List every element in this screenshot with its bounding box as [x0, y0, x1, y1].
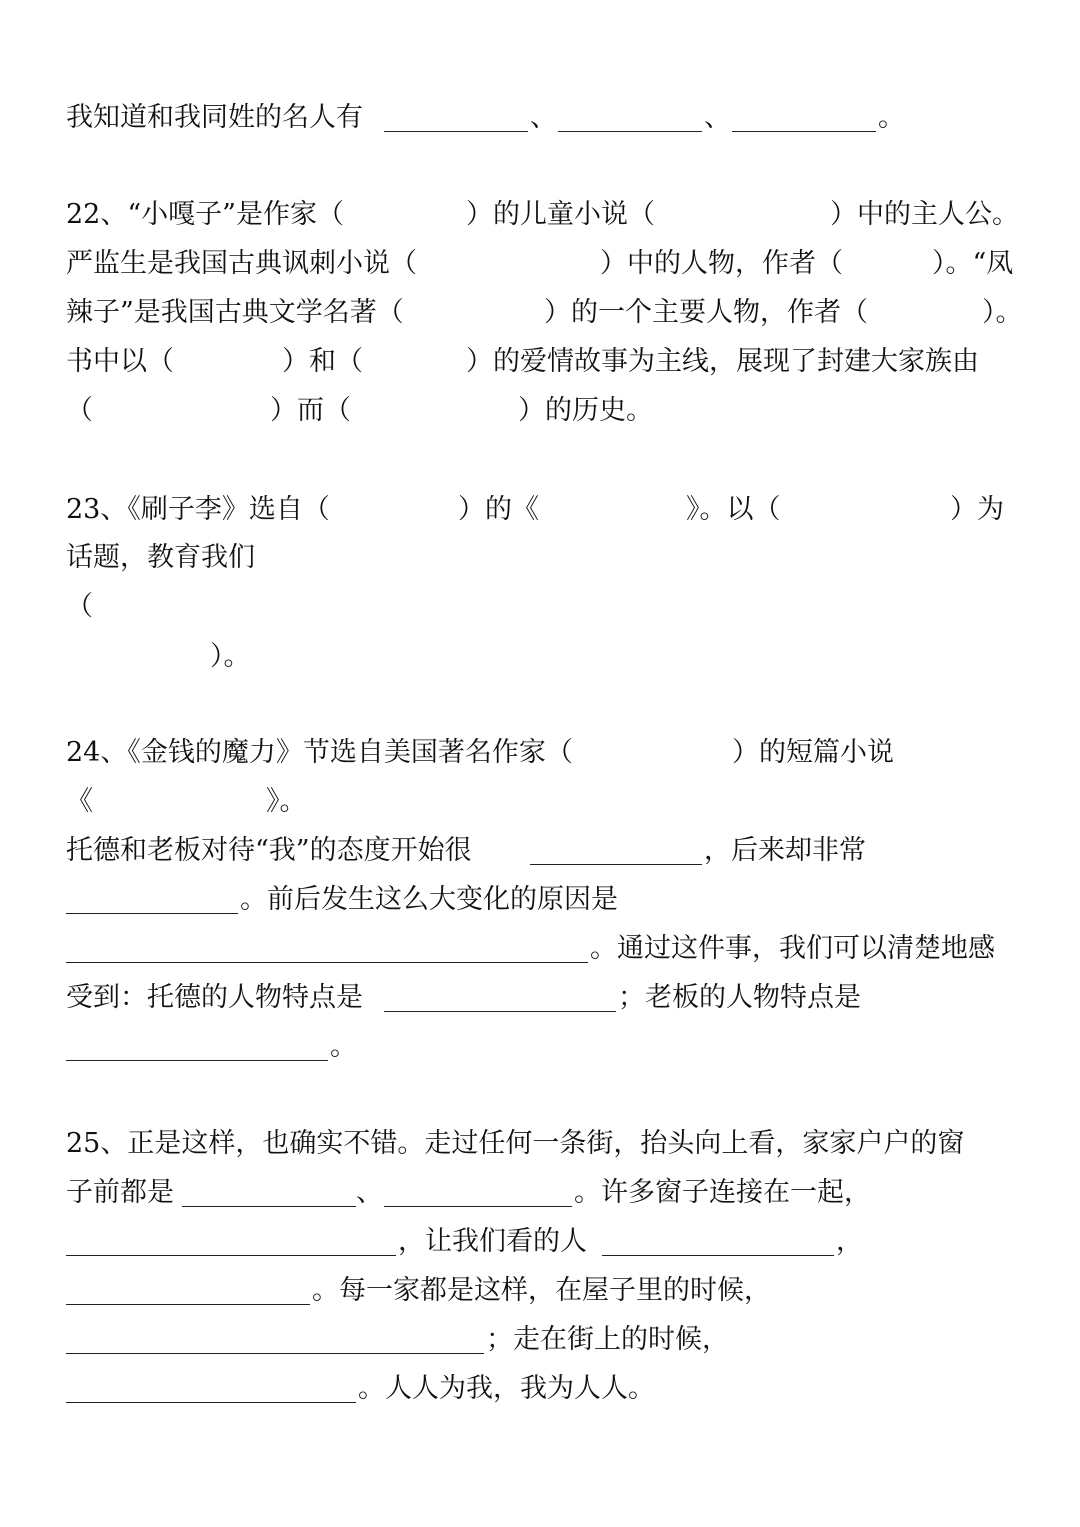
q23-line-2: [66, 538, 1014, 578]
q22-l2-a: 严监生是我国古典讽刺小说（: [66, 248, 417, 279]
q22-line-2: [66, 244, 1014, 284]
q24-l5-b: 。通过这件事，我们可以清楚地感: [590, 933, 995, 964]
q24-line-1: [66, 733, 1014, 773]
q22-l4-a: 书中以（: [66, 346, 174, 377]
q23-line-4: [66, 637, 1014, 677]
q24-blank-reason[interactable]: [66, 962, 588, 963]
q25-l2-c: 。许多窗子连接在一起，: [574, 1177, 871, 1208]
q23-l4: ）。: [210, 641, 251, 672]
q22-l3-b: ）的一个主要人物，作者（: [544, 297, 868, 328]
q25-blank-1[interactable]: [182, 1206, 356, 1207]
q22-l3-a: 辣子”是我国古典文学名著（: [66, 297, 404, 328]
q24-line-7: [66, 1027, 1014, 1067]
q23-l1-d: ）为: [950, 494, 1004, 525]
q23-l2: 话题，教育我们: [66, 542, 255, 573]
q22-l4-b: ）和（: [282, 346, 363, 377]
q25-l3-c: ，: [836, 1226, 863, 1257]
q24-line-4: [66, 880, 1014, 920]
q23-line-1: [66, 490, 1014, 530]
q24-line-6: [66, 978, 1014, 1018]
q24-l4-b: 。前后发生这么大变化的原因是: [240, 884, 618, 915]
q25-line-6: [66, 1369, 1014, 1409]
q23-l1-a: 23、《刷子李》选自（: [66, 494, 330, 525]
q24-l1-b: ）的短篇小说: [732, 737, 894, 768]
q22-line-5: [66, 391, 1014, 431]
q24-l1-a: 24、《金钱的魔力》节选自美国著名作家（: [66, 737, 573, 768]
q23-l1-b: ）的《: [458, 494, 539, 525]
q21-blank-1[interactable]: [384, 131, 528, 132]
q22-line-4: [66, 342, 1014, 382]
q25-blank-4[interactable]: [602, 1255, 834, 1256]
q24-blank-attitude-start[interactable]: [530, 864, 702, 865]
q22-l1-c: ）中的主人公。: [830, 199, 1019, 230]
q25-line-5: [66, 1320, 1014, 1360]
q21-text: 我知道和我同姓的名人有: [66, 102, 363, 133]
q25-blank-5[interactable]: [66, 1304, 310, 1305]
q22-l1-b: ）的儿童小说（: [466, 199, 655, 230]
q25-blank-3[interactable]: [66, 1255, 396, 1256]
q25-line-1: [66, 1124, 1014, 1164]
q24-l7-b: 。: [330, 1031, 357, 1062]
q25-l4-b: 。每一家都是这样，在屋子里的时候，: [312, 1275, 771, 1306]
q21-blank-3[interactable]: [732, 131, 876, 132]
q24-l3-b: ，后来却非常: [704, 835, 866, 866]
q25-l2-b: 、: [356, 1177, 383, 1208]
q25-line-3: [66, 1222, 1014, 1262]
q22-l3-c: ）。: [982, 297, 1023, 328]
q21-end: 。: [878, 102, 905, 133]
q25-l1: 25、正是这样，也确实不错。走过任何一条街，抬头向上看，家家户户的窗: [66, 1128, 965, 1159]
q24-l3-a: 托德和老板对待“我”的态度开始很: [66, 835, 472, 866]
q22-l2-c: ）。“凤: [932, 248, 1014, 279]
q24-blank-boss-trait[interactable]: [66, 1060, 328, 1061]
q24-l6-a: 受到：托德的人物特点是: [66, 982, 363, 1013]
q21-sep-1: 、: [530, 102, 557, 133]
q25-blank-2[interactable]: [384, 1206, 572, 1207]
q24-l6-b: ；老板的人物特点是: [618, 982, 861, 1013]
q25-line-4: [66, 1271, 1014, 1311]
q23-l3: （: [66, 591, 93, 622]
q25-l5-b: ；走在街上的时候，: [486, 1324, 729, 1355]
q24-blank-attitude-later[interactable]: [66, 913, 238, 914]
q25-l3-b: ，让我们看的人: [398, 1226, 587, 1257]
q24-line-5: [66, 929, 1014, 969]
q24-l2-b: 》。: [266, 786, 307, 817]
q23-l1-c: 》。以（: [686, 494, 781, 525]
q22-l5-c: ）的历史。: [518, 395, 653, 426]
q22-l2-b: ）中的人物，作者（: [600, 248, 843, 279]
q25-l2-a: 子前都是: [66, 1177, 174, 1208]
q25-blank-7[interactable]: [66, 1402, 356, 1403]
q21-line: [66, 98, 1014, 138]
q25-l6-b: 。人人为我，我为人人。: [358, 1373, 655, 1404]
q22-line-1: [66, 195, 1019, 235]
q24-blank-tod-trait[interactable]: [384, 1011, 616, 1012]
q22-l1-a: 22、“小嘎子”是作家（: [66, 199, 344, 230]
q22-l5-a: （: [66, 395, 93, 426]
q21-blank-2[interactable]: [558, 131, 702, 132]
q25-blank-6[interactable]: [66, 1353, 484, 1354]
q24-l2-a: 《: [66, 786, 93, 817]
q24-line-2: [66, 782, 1014, 822]
q22-line-3: [66, 293, 1023, 333]
q21-sep-2: 、: [704, 102, 731, 133]
q22-l5-b: ）而（: [270, 395, 351, 426]
q23-line-3: [66, 587, 1014, 627]
q22-l4-c: ）的爱情故事为主线，展现了封建大家族由: [466, 346, 979, 377]
q24-line-3: [66, 831, 1014, 871]
q25-line-2: [66, 1173, 1014, 1213]
